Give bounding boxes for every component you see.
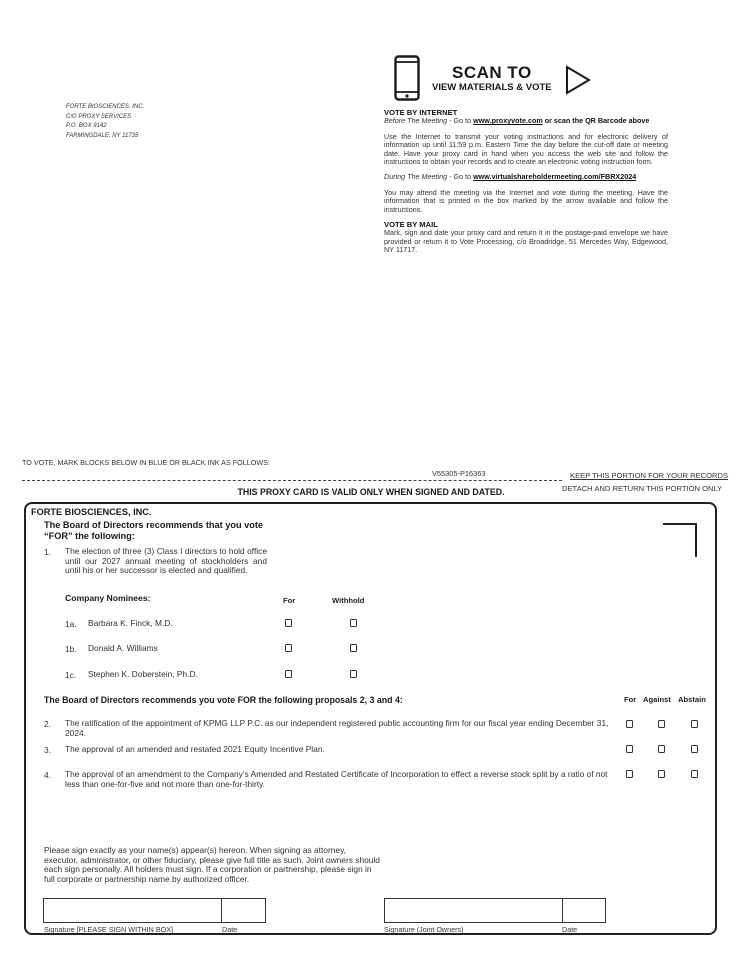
proposal-3-abstain-checkbox[interactable] (691, 745, 698, 753)
date-label: Date (222, 925, 238, 934)
before-meeting-label: Before The Meeting (384, 116, 448, 126)
return-address-line: C/O PROXY SERVICES (66, 113, 132, 120)
nominees-label: Company Nominees: (65, 593, 151, 603)
proposal-number: 2. (44, 719, 51, 729)
nominee-number: 1b. (65, 644, 77, 654)
during-meeting-line (384, 173, 668, 181)
joint-signature-box[interactable] (384, 898, 563, 923)
withhold-column-header: Withhold (332, 596, 365, 605)
nominee-number: 1c. (65, 670, 77, 680)
return-address-line: P.O. BOX 9142 (66, 123, 107, 129)
internet-body: Use the Internet to transmit your voting instructions and for electronic delivery of information up until 11:59 p.m. Eastern Time the day before the cut-off date or meeting date. Have your proxy card in hand when you access the web site and follow the instructions to obtain your records and to create an electronic voting instruction form. (384, 131, 668, 167)
during-meeting-body: You may attend the meeting via the Internet and vote during the meeting. Have the information that is printed in the box marked by the arrow available and follow the instructions. (384, 187, 668, 214)
proposal-4-for-checkbox[interactable] (626, 770, 633, 778)
nominee-1b-for-checkbox[interactable] (285, 644, 292, 652)
proposal-3-against-checkbox[interactable] (658, 745, 665, 753)
signing-instructions: Please sign exactly as your name(s) appear(s) hereon. When signing as attorney, executor, administrator, or other fiduciary, please give full title as such. Joint owners should each sign personally. All holders must sign. If a corporation or partnership, please sign in full corporate or partnership name by authorized officer. (44, 845, 380, 884)
mail-body: Mark, sign and date your proxy card and return it in the postage-paid envelope we have provided or return it to Vote Processing, c/o Broadridge, 51 Mercedes Way, Edgewood, NY 11717. (384, 228, 668, 255)
internet-section (384, 109, 668, 255)
proposal-number: 3. (44, 745, 51, 755)
signature-date-box[interactable] (221, 898, 266, 923)
joint-signature-date-box[interactable] (562, 898, 606, 923)
board-recommendation-1: The Board of Directors recommends that you vote “FOR” the following: (44, 520, 264, 541)
detach-portion-note: DETACH AND RETURN THIS PORTION ONLY (562, 484, 723, 493)
virtual-meeting-link[interactable]: www.virtualshareholdermeeting.com/FBRX2024 (473, 172, 637, 182)
nominee-1c-for-checkbox[interactable] (285, 670, 292, 678)
for-column-header: For (283, 596, 296, 605)
nominee-name: Stephen K. Doberstein, Ph.D. (88, 669, 198, 679)
nominee-number: 1a. (65, 619, 77, 629)
before-goto: - Go to (447, 116, 474, 126)
nominee-name: Barbara K. Finck, M.D. (88, 618, 173, 628)
proposal-1-text: The election of three (3) Class I directors to hold office until our 2027 annual meeting of stockholders and until his or her successor is elected and qualified. (65, 546, 267, 576)
during-meeting-label: During The Meeting (384, 172, 448, 182)
signature-box[interactable] (43, 898, 222, 923)
nominee-1b-withhold-checkbox[interactable] (350, 644, 357, 652)
nominee-1a-withhold-checkbox[interactable] (350, 619, 357, 627)
against-column-header: Against (643, 695, 671, 704)
proposal-number: 4. (44, 770, 51, 780)
phone-icon (394, 55, 420, 101)
detach-line (22, 480, 562, 481)
proposal-2-text: The ratification of the appointment of KPMG LLP P.C. as our independent registered public accounting firm for our fiscal year ending December 31, 2024. (65, 718, 609, 738)
abstain-column-header: Abstain (678, 695, 706, 704)
scan-subtitle: VIEW MATERIALS & VOTE (432, 82, 552, 93)
proxyvote-link[interactable]: www.proxyvote.com (473, 116, 543, 126)
board-recommendation-2: The Board of Directors recommends you vote FOR the following proposals 2, 3 and 4: (44, 695, 403, 705)
proposal-4-against-checkbox[interactable] (658, 770, 665, 778)
internet-heading: VOTE BY INTERNET (384, 108, 458, 117)
proposal-3-text: The approval of an amended and restated 2021 Equity Incentive Plan. (65, 744, 325, 754)
during-goto: - Go to (447, 172, 474, 182)
proposal-4-abstain-checkbox[interactable] (691, 770, 698, 778)
nominee-name: Donald A. Williams (88, 643, 158, 653)
proposal-4-text: The approval of an amendment to the Company’s Amended and Restated Certificate of Incorporation to effect a reverse stock split by a ratio of not less than one-for-five and not more than one-for-thirty. (65, 769, 608, 789)
ink-instruction: TO VOTE, MARK BLOCKS BELOW IN BLUE OR BLACK INK AS FOLLOWS: (22, 458, 270, 467)
keep-portion-note: KEEP THIS PORTION FOR YOUR RECORDS (570, 471, 729, 480)
qr-note: or scan the QR Barcode above (542, 116, 650, 126)
nominee-1c-withhold-checkbox[interactable] (350, 670, 357, 678)
joint-date-label: Date (562, 925, 578, 934)
proposal-number: 1. (44, 547, 51, 557)
return-address (66, 103, 144, 141)
proposal-2-for-checkbox[interactable] (626, 720, 633, 728)
proposal-2-against-checkbox[interactable] (658, 720, 665, 728)
card-company-name: FORTE BIOSCIENCES, INC. (31, 507, 152, 517)
proposal-2-abstain-checkbox[interactable] (691, 720, 698, 728)
nominee-1a-for-checkbox[interactable] (285, 619, 292, 627)
for-column-header: For (624, 695, 637, 704)
before-meeting-line (384, 117, 668, 125)
signature-label: Signature [PLEASE SIGN WITHIN BOX] (44, 925, 174, 934)
proposal-3-for-checkbox[interactable] (626, 745, 633, 753)
valid-notice: THIS PROXY CARD IS VALID ONLY WHEN SIGNED AND DATED. (237, 487, 505, 497)
return-address-line: FORTE BIOSCIENCES, INC. (66, 104, 145, 110)
corner-mark (663, 523, 697, 557)
scan-title: SCAN TO (452, 63, 532, 82)
joint-signature-label: Signature (Joint Owners) (384, 925, 464, 934)
control-code: V55305-P16363 (432, 469, 486, 478)
mail-heading: VOTE BY MAIL (384, 220, 438, 230)
play-arrow-icon (565, 65, 591, 95)
return-address-line: FARMINGDALE, NY 11735 (66, 132, 139, 139)
